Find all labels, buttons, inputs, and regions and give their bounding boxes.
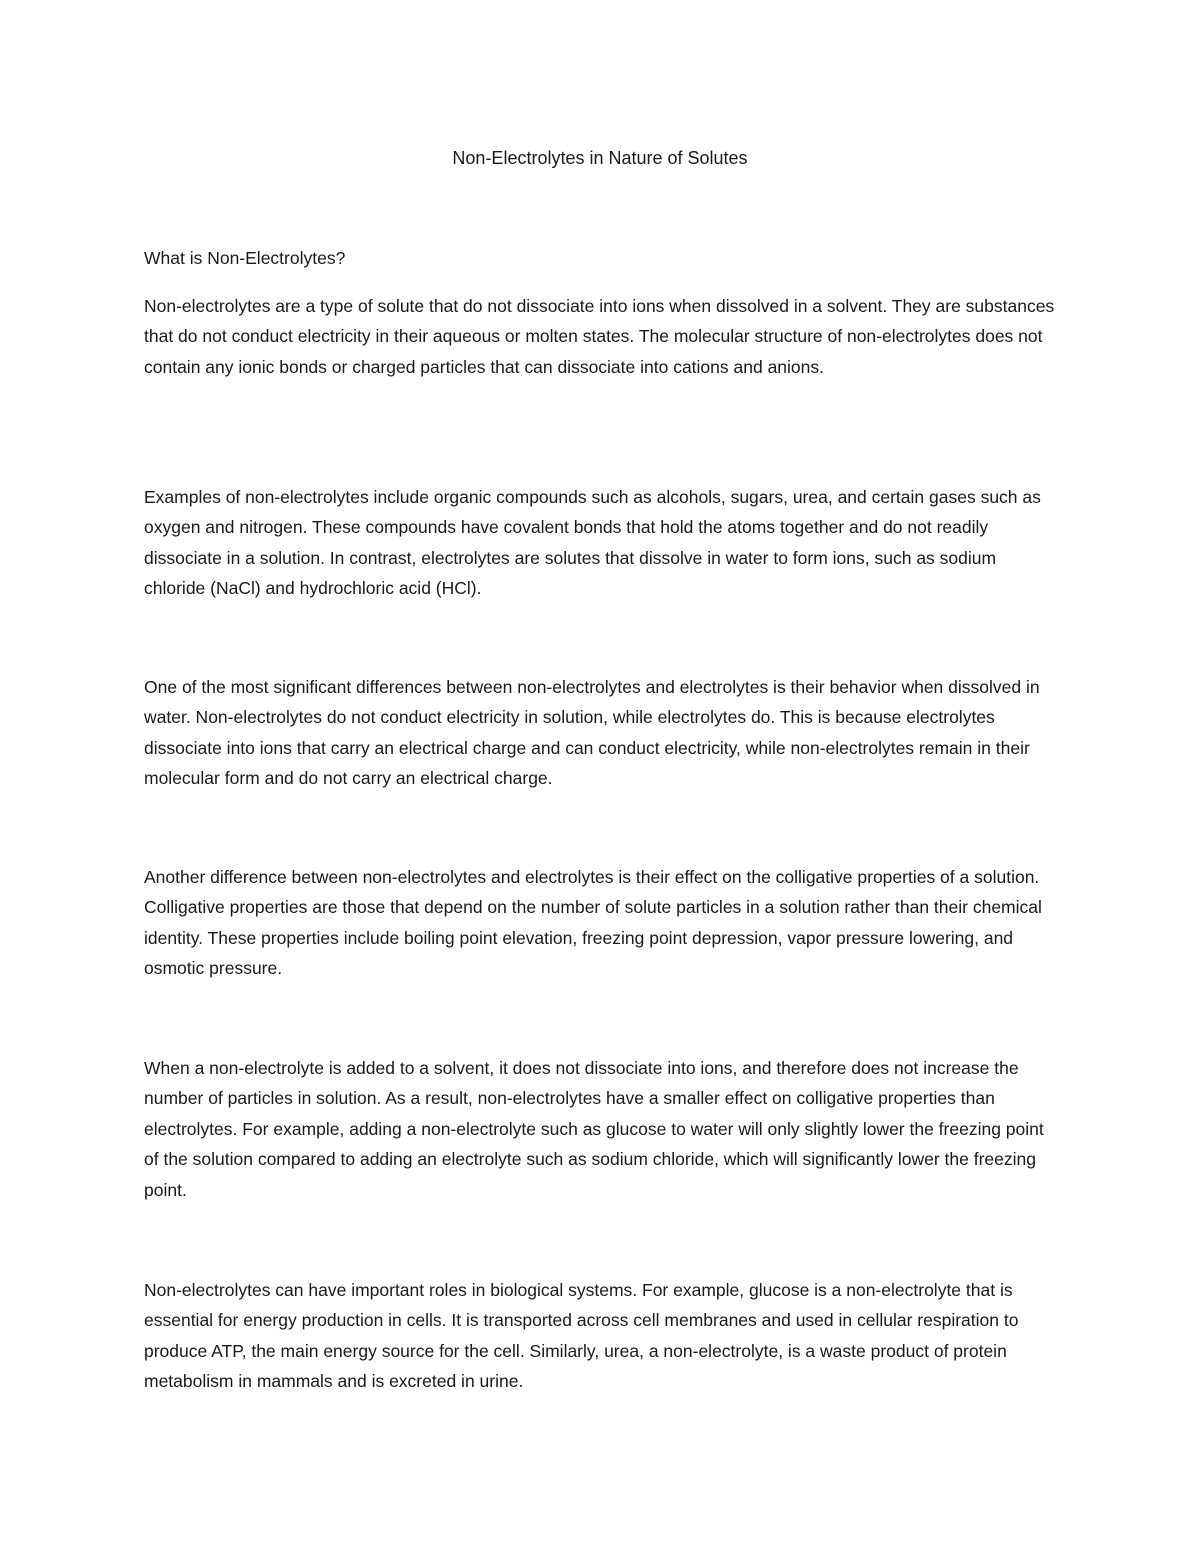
paragraph-freezing-point: When a non-electrolyte is added to a solvent, it does not dissociate into ions, and therefore does not increase the number of particles in solution. As a result, non-electrolytes have a smaller effect on colligative properties than electrolytes. For example, adding a non-electrolyte such as glucose to water will only slightly lower the freezing point of the solution compared to adding an electrolyte such as sodium chloride, which will significantly lower the freezing point. (144, 1058, 1044, 1200)
document-title: Non-Electrolytes in Nature of Solutes (452, 148, 748, 168)
paragraph-definition: Non-electrolytes are a type of solute that do not dissociate into ions when dissolved in a solvent. They are substances that do not conduct electricity in their aqueous or molten states. The molecular structure of non-electrolytes does not contain any ionic bonds or charged particles that can dissociate into cations and anions. (144, 296, 1055, 377)
paragraph-biological-roles: Non-electrolytes can have important roles in biological systems. For example, glucose is a non-electrolyte that is essential for energy production in cells. It is transported across cell membranes and used in cellular respiration to produce ATP, the main energy source for the cell. Similarly, urea, a non-electrolyte, is a waste product of protein metabolism in mammals and is excreted in urine. (144, 1280, 1019, 1392)
paragraph-colligative-properties: Another difference between non-electrolytes and electrolytes is their effect on the colligative properties of a solution. Colligative properties are those that depend on the number of solute particles in a solution rather than their chemical identity. These properties include boiling point elevation, freezing point depression, vapor pressure lowering, and osmotic pressure. (144, 867, 1042, 979)
section-question: What is Non-Electrolytes? (144, 248, 346, 268)
paragraph-examples: Examples of non-electrolytes include organic compounds such as alcohols, sugars, urea, and certain gases such as oxygen and nitrogen. These compounds have covalent bonds that hold the atoms together and do not readily dissociate in a solution. In contrast, electrolytes are solutes that dissolve in water to form ions, such as sodium chloride (NaCl) and hydrochloric acid (HCl). (144, 487, 1041, 599)
paragraph-conductivity: One of the most significant differences between non-electrolytes and electrolytes is their behavior when dissolved in water. Non-electrolytes do not conduct electricity in solution, while electrolytes do. This is because electrolytes dissociate into ions that carry an electrical charge and can conduct electricity, while non-electrolytes remain in their molecular form and do not carry an electrical charge. (144, 677, 1040, 789)
